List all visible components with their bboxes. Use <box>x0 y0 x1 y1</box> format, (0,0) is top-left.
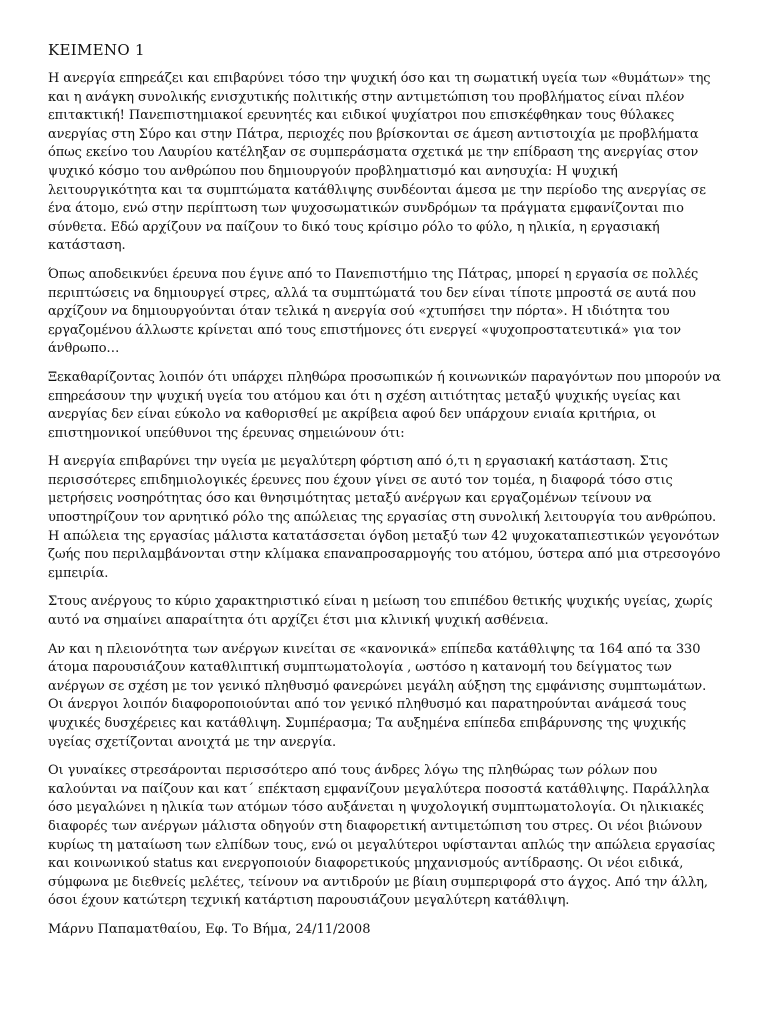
document-title: ΚΕΙΜΕΝΟ 1 <box>48 41 145 59</box>
paragraph: Η ανεργία επηρεάζει και επιβαρύνει τόσο την ψυχική όσο και τη σωματική υγεία των «θυμάτων» της και η ανάγκη συνολικής ενισχυτικής πολιτικής στην αντιμετώπιση του προβλήματος είναι πλέον επιτακτική! Πανεπιστημιακοί ερευνητές και ειδικοί ψυχίατροι που επισκέφθηκαν τους θύλακες ανεργίας στη Σύρο και στην Πάτρα, περιοχές που βρίσκονται σε άμεση αντιστοιχία με προβλήματα όπως εκείνο του Λαυρίου κατέληξαν σε συμπεράσματα σχετικά με την επίδραση της ανεργίας στον ψυχικό κόσμο του ανθρώπου που δημιουργούν προβληματισμό και ανησυχία: Η ψυχική λειτουργικότητα και τα συμπτώματα κατάθλιψης συνδέονται άμεσα με την περίοδο της ανεργίας σε ένα άτομο, ενώ στην περίπτωση των ψυχοσωματικών συνδρόμων τα πράγματα εμφανίζονται πιο σύνθετα. Εδώ αρχίζουν να παίζουν το δικό τους κρίσιμο ρόλο το φύλο, η ηλικία, η εργασιακή κατάσταση. <box>48 71 711 254</box>
document-page <box>48 40 724 940</box>
paragraph: Οι γυναίκες στρεσάρονται περισσότερο από τους άνδρες λόγω της πληθώρας των ρόλων που καλούνται να παίζουν και κατ΄ επέκταση εμφανίζουν μεγαλύτερα ποσοστά κατάθλιψης. Παράλληλα όσο μεγαλώνει η ηλικία των ατόμων τόσο αυξάνεται η ψυχολογική συμπτωματολογία. Οι ηλικιακές διαφορές των ανέργων μάλιστα οδηγούν στη διαφορετική αντιμετώπιση του στρες. Οι νέοι βιώνουν κυρίως τη ματαίωση των ελπίδων τους, ενώ οι μεγαλύτεροι υφίστανται απλώς την απώλεια εργασίας και κοινωνικού status και ενεργοποιούν διαφορετικούς μηχανισμούς αντίδρασης. Οι νέοι ειδικά, σύμφωνα με διεθνείς μελέτες, τείνουν να αντιδρούν με βίαιη συμπεριφορά στο άγχος. Από την άλλη, όσοι έχουν κατώτερη τεχνική κατάρτιση παρουσιάζουν μεγαλύτερη κατάθλιψη. <box>48 763 716 909</box>
paragraph: Όπως αποδεικνύει έρευνα που έγινε από το Πανεπιστήμιο της Πάτρας, μπορεί η εργασία σε πολλές περιπτώσεις να δημιουργεί στρες, αλλά τα συμπτώματά του δεν είναι τίποτε μπροστά σε αυτά που αρχίζουν να δημιουργούνται όταν τελικά η ανεργία σού «χτυπήσει την πόρτα». Η ιδιότητα του εργαζομένου άλλωστε κρίνεται από τους επιστήμονες ότι ενεργεί «ψυχοπροστατευτικά» για τον άνθρωπο… <box>48 266 699 357</box>
paragraph: Αν και η πλειονότητα των ανέργων κινείται σε «κανονικά» επίπεδα κατάθλιψης τα 164 από τα 330 άτομα παρουσιάζουν καταθλιπτική συμπτωματολογία , ωστόσο η κατανομή του δείγματος των ανέργων σε σχέση με τον γενικό πληθυσμό φανερώνει μεγάλη αύξηση της εμφάνισης συμπτωμάτων. Οι άνεργοι λοιπόν διαφοροποιούνται από τον γενικό πληθυσμό και παρατηρούνται ανάμεσά τους ψυχικές δυσχέρειες και κατάθλιψη. Συμπέρασμα; Τα αυξημένα επίπεδα επιβάρυνσης της ψυχικής υγείας σχετίζονται ανοιχτά με την ανεργία. <box>48 641 707 750</box>
paragraph: Στους ανέργους το κύριο χαρακτηριστικό είναι η μείωση του επιπέδου θετικής ψυχικής υγείας, χωρίς αυτό να σημαίνει απαραίτητα ότι αρχίζει έτσι μια κλινική ψυχική ασθένεια. <box>48 594 713 629</box>
source-citation: Μάρνυ Παπαματθαίου, Εφ. Το Βήμα, 24/11/2008 <box>48 921 371 937</box>
paragraph: Η ανεργία επιβαρύνει την υγεία με μεγαλύτερη φόρτιση από ό,τι η εργασιακή κατάσταση. Στις περισσότερες επιδημιολογικές έρευνες που έχουν γίνει σε αυτό τον τομέα, η διαφορά τόσο στις μετρήσεις νοσηρότητας όσο και θνησιμότητας μεταξύ ανέργων και εργαζομένων τείνουν να υποστηρίζουν τον αρνητικό ρόλο της απώλειας της εργασίας στη συνολική λειτουργία του ανθρώπου. Η απώλεια της εργασίας μάλιστα κατατάσσεται όγδοη μεταξύ των 42 ψυχοκαταπιεστικών γεγονότων ζωής που περιλαμβάνονται στην κλίμακα επαναπροσαρμογής του ατόμου, ύστερα από μια στρεσογόνο εμπειρία. <box>48 454 721 581</box>
paragraph: Ξεκαθαρίζοντας λοιπόν ότι υπάρχει πληθώρα προσωπικών ή κοινωνικών παραγόντων που μπορούν να επηρεάσουν την ψυχική υγεία του ατόμου και ότι η σχέση αιτιότητας μεταξύ ψυχικής υγείας και ανεργίας δεν είναι εύκολο να καθορισθεί με ακρίβεια αφού δεν υπάρχουν ενιαία κριτήρια, οι επιστημονικοί υπεύθυνοι της έρευνας σημειώνουν ότι: <box>48 369 721 441</box>
